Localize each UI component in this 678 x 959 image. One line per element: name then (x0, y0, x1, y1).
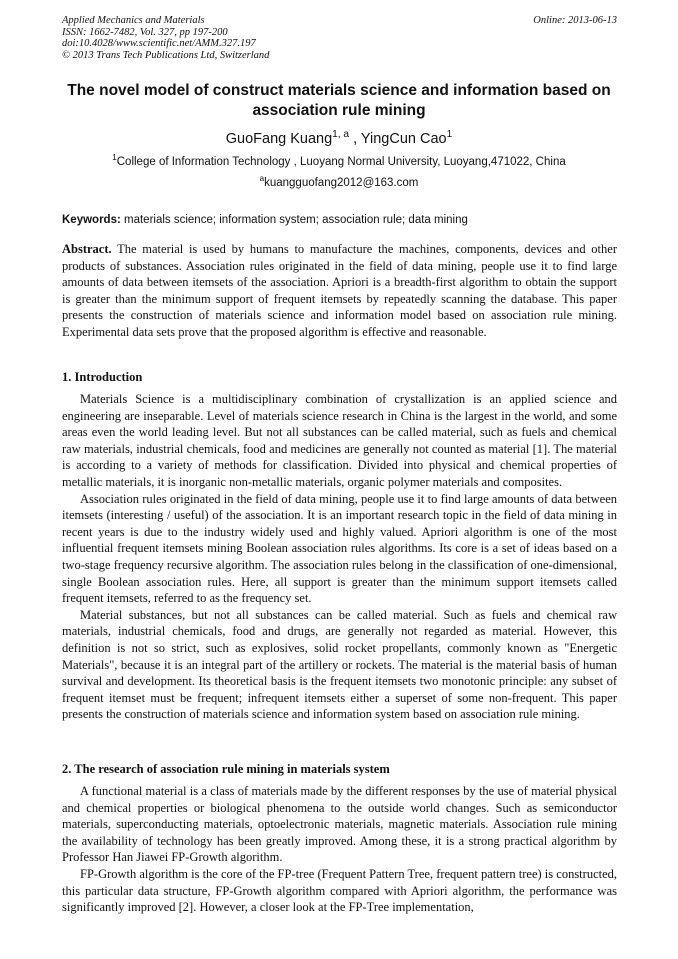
author-name: YingCun Cao (360, 131, 447, 147)
author-superscript: 1 (446, 129, 453, 141)
section-2-body (62, 783, 617, 916)
journal-header (62, 15, 617, 61)
author-name: GuoFang Kuang (225, 131, 333, 147)
section-heading: 2. The research of association rule mining in materials system (62, 762, 390, 776)
keywords (62, 214, 617, 226)
author-line (60, 131, 618, 147)
author-superscript: 1, a (332, 129, 350, 141)
abstract (62, 241, 617, 341)
affiliation (60, 153, 618, 168)
affiliation-superscript: 1 (112, 153, 117, 163)
keywords-label: Keywords: (62, 214, 121, 226)
journal-copyright: © 2013 Trans Tech Publications Ltd, Switzerland (62, 49, 270, 61)
author-email (60, 174, 618, 189)
paragraph: Material substances, but not all substances can be called material. Such as fuels and chemical raw materials, industrial chemicals, food and drugs, are generally not regarded as material. However, this definition is not so strict, such as explosives, solid rocket propellants, commonly known as "Energetic Materials", because it is an integral part of the artillery or rockets. The material is the material basis of human survival and development. Its theoretical basis is the frequent itemsets two monotonic principle: any subset of frequent itemset must be frequent; infrequent itemsets either a superset of some non-frequent. This paper presents the construction of materials science and information system based on association rule mining. (62, 607, 617, 722)
paragraph: FP-Growth algorithm is the core of the FP-tree (Frequent Pattern Tree, frequent pattern tree) is constructed, this particular data structure, FP-Growth algorithm compared with Apriori algorithm, the performance was significantly improved [2]. However, a closer look at the FP-Tree implementation, (62, 866, 618, 915)
journal-issn: ISSN: 1662-7482, Vol. 327, pp 197-200 (62, 26, 228, 38)
paragraph: Association rules originated in the field of data mining, people use it to find large amounts of data between itemsets (interesting / useful) of the association. It is an important research topic in the field of data mining in recent years is due to the industry widely used and highly valued. Apriori algorithm is one of the most influential frequent itemsets mining Boolean association rules algorithms. Its core is a set of ideas based on a two-stage frequency recursive algorithm. The association rules belong in the classification of one-dimensional, single Boolean association rules. Here, all support is greater than the minimum support itemsets called frequent itemsets, referred to as the frequency set. (62, 491, 617, 606)
abstract-text: The material is used by humans to manufacture the machines, components, devices and other products of substances. Association rules originated in the field of data mining, people use it to find large amounts of data between itemsets of the association. Apriori is a breadth-first algorithm to obtain the support is greater than the minimum support of frequent itemsets by repeatedly scanning the database. This paper presents the construction of materials science and information model based on association rule mining. Experimental data sets prove that the proposed algorithm is effective and reasonable. (62, 242, 617, 339)
journal-doi: doi:10.4028/www.scientific.net/AMM.327.197 (62, 38, 256, 49)
email-superscript: a (259, 174, 265, 184)
online-date: Online: 2013-06-13 (533, 15, 617, 26)
section-1-body (62, 391, 617, 723)
paper-title: The novel model of construct materials science and information based on association rule mining (67, 82, 611, 119)
keywords-text: materials science; information system; association rule; data mining (124, 214, 468, 226)
paragraph: A functional material is a class of materials made by the different responses by the use of material physical and chemical properties or biological phenomena to the outside world changes. Such as semiconductor materials, superconducting materials, optoelectronic materials, magnetic materials. Association rule mining the availability of technology has been greatly improved. Among these, it is a strong practical algorithm by Professor Han Jiawei FP-Growth algorithm. (62, 784, 617, 865)
section-heading: 1. Introduction (62, 370, 143, 384)
affiliation-text: College of Information Technology , Luoyang Normal University, Luoyang,471022, China (116, 156, 566, 168)
abstract-label: Abstract. (62, 242, 112, 256)
email-text: kuangguofang2012@163.com (264, 177, 419, 189)
paragraph: Materials Science is a multidisciplinary combination of crystallization is an applied science and engineering are inseparable. Level of materials science research in China is the largest in the world, and some areas even the world leading level. But not all substances can be called material, such as fuels and chemical raw materials, industrial chemicals, food and medicines are generally not counted as material [1]. The material is according to a variety of methods for classification. Divided into physical and chemical properties of metallic materials, it is inorganic non-metallic materials, organic polymer materials and composites. (62, 392, 617, 489)
journal-name: Applied Mechanics and Materials (62, 15, 205, 26)
author-separator: , (349, 131, 361, 147)
